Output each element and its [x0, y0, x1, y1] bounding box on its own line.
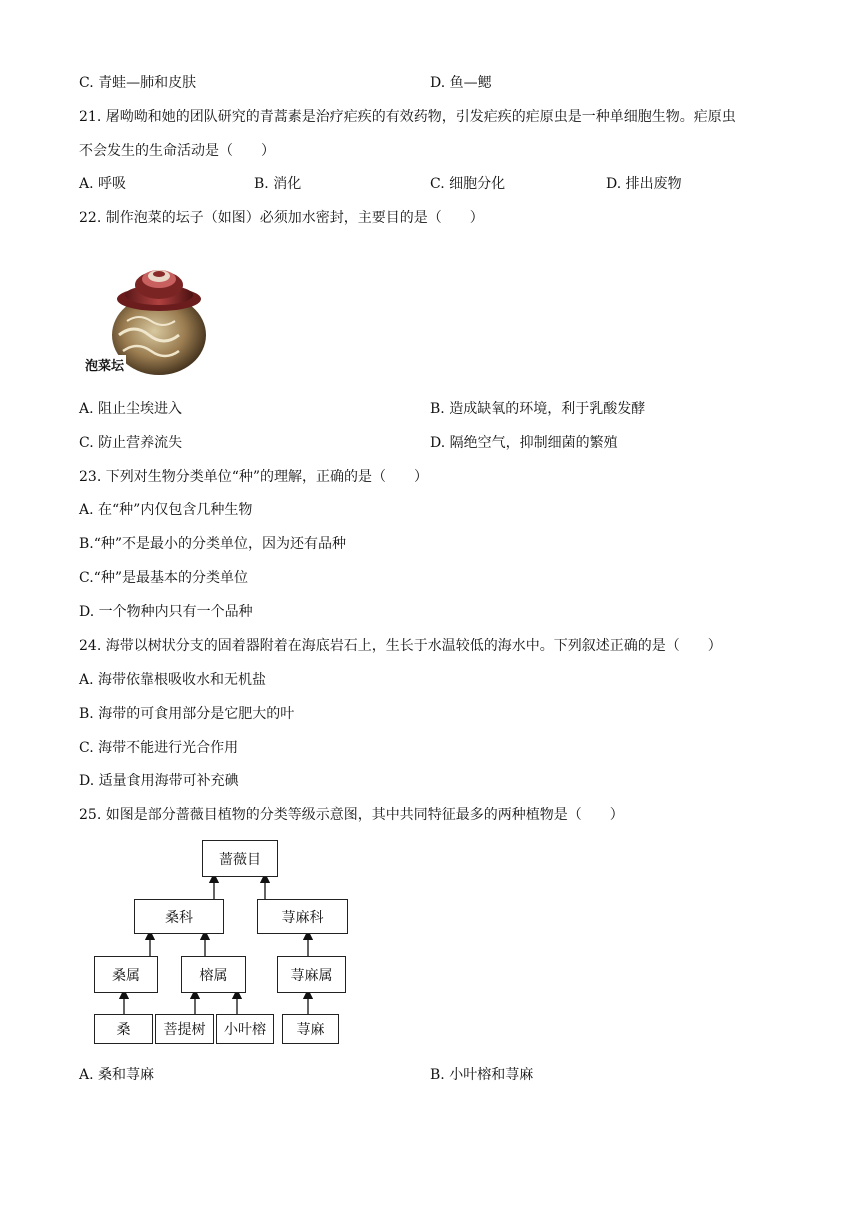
tree-node-species-4: 荨麻 — [282, 1014, 339, 1044]
q24-option-a: A. 海带依靠根吸收水和无机盐 — [79, 672, 267, 688]
q25-stem: 25. 如图是部分蔷薇目植物的分类等级示意图，其中共同特征最多的两种植物是（ ） — [79, 807, 624, 823]
classification-tree-diagram — [92, 840, 362, 1050]
tree-node-order: 蔷薇目 — [202, 840, 278, 877]
tree-node-family-2: 荨麻科 — [257, 899, 348, 934]
tree-node-family-1: 桑科 — [134, 899, 224, 934]
q21-option-a: A. 呼吸 — [79, 176, 127, 192]
q21-option-d: D. 排出废物 — [606, 176, 682, 192]
pickle-jar-image — [79, 255, 207, 380]
q22-stem: 22. 制作泡菜的坛子（如图）必须加水密封，主要目的是（ ） — [79, 210, 484, 226]
q23-option-a: A. 在“种”内仅包含几种生物 — [79, 502, 253, 518]
q22-option-a: A. 阻止尘埃进入 — [79, 401, 183, 417]
q23-option-b: B.“种”不是最小的分类单位，因为还有品种 — [79, 536, 347, 552]
q24-stem: 24. 海带以树状分支的固着器附着在海底岩石上，生长于水温较低的海水中。下列叙述正确的是（ ） — [79, 638, 722, 654]
q24-option-b: B. 海带的可食用部分是它肥大的叶 — [79, 706, 295, 722]
tree-node-genus-1: 桑属 — [94, 956, 158, 993]
q20-option-c: C. 青蛙—肺和皮肤 — [79, 75, 197, 91]
q23-option-d: D. 一个物种内只有一个品种 — [79, 604, 253, 620]
q22-option-c: C. 防止营养流失 — [79, 435, 183, 451]
q23-option-c: C.“种”是最基本的分类单位 — [79, 570, 248, 586]
q24-option-c: C. 海带不能进行光合作用 — [79, 740, 239, 756]
tree-node-species-3: 小叶榕 — [216, 1014, 274, 1044]
q22-option-b: B. 造成缺氧的环境，利于乳酸发酵 — [430, 401, 646, 417]
q21-stem-line-1: 21. 屠呦呦和她的团队研究的青蒿素是治疗疟疾的有效药物，引发疟疾的疟原虫是一种单细胞生物。疟原虫 — [79, 109, 736, 125]
pickle-jar-label: 泡菜坛 — [83, 355, 126, 374]
q21-option-b: B. 消化 — [254, 176, 302, 192]
tree-node-species-2: 菩提树 — [155, 1014, 214, 1044]
q25-option-b: B. 小叶榕和荨麻 — [430, 1067, 534, 1083]
tree-node-species-1: 桑 — [94, 1014, 153, 1044]
q22-option-d: D. 隔绝空气，抑制细菌的繁殖 — [430, 435, 618, 451]
tree-node-genus-2: 榕属 — [181, 956, 246, 993]
q23-stem: 23. 下列对生物分类单位“种”的理解，正确的是（ ） — [79, 469, 429, 485]
q21-option-c: C. 细胞分化 — [430, 176, 506, 192]
q20-option-d: D. 鱼—鳃 — [430, 75, 492, 91]
q24-option-d: D. 适量食用海带可补充碘 — [79, 773, 239, 789]
tree-node-genus-3: 荨麻属 — [277, 956, 346, 993]
q21-stem-line-2: 不会发生的生命活动是（ ） — [79, 143, 275, 159]
q25-option-a: A. 桑和荨麻 — [79, 1067, 155, 1083]
